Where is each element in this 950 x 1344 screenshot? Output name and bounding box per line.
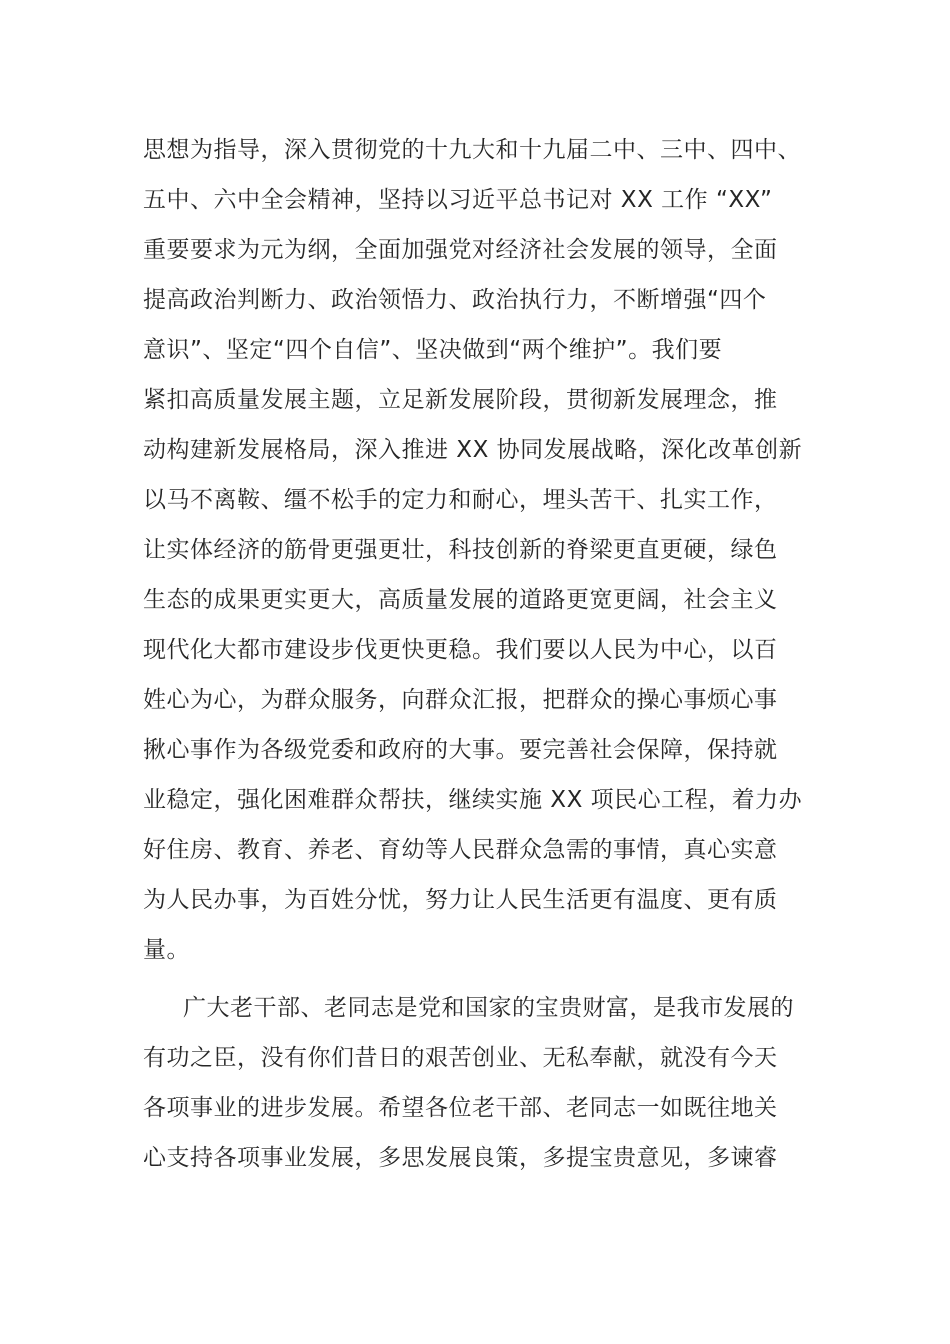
paragraph-1-line: 重要要求为元为纲，全面加强党对经济社会发展的领导，全面	[143, 237, 778, 263]
paragraph-1-line: 揪心事作为各级党委和政府的大事。要完善社会保障，保持就	[143, 737, 778, 763]
paragraph-1-line: 现代化大都市建设步伐更快更稳。我们要以人民为中心，以百	[143, 637, 778, 663]
paragraph-1-line: 好住房、教育、养老、育幼等人民群众急需的事情，真心实意	[143, 837, 778, 863]
paragraph-1-line: 动构建新发展格局，深入推进 XX 协同发展战略，深化改革创新	[143, 437, 803, 463]
paragraph-1-line: 让实体经济的筋骨更强更壮，科技创新的脊梁更直更硬，绿色	[143, 537, 778, 563]
paragraph-1-line: 姓心为心，为群众服务，向群众汇报，把群众的操心事烦心事	[143, 687, 778, 713]
paragraph-1-line: 以马不离鞍、缰不松手的定力和耐心，埋头苦干、扎实工作，	[143, 487, 778, 513]
paragraph-1-line: 业稳定，强化困难群众帮扶，继续实施 XX 项民心工程，着力办	[143, 787, 803, 813]
paragraph-1-line: 五中、六中全会精神，坚持以习近平总书记对 XX 工作 “XX”	[143, 187, 773, 213]
paragraph-1-line: 提高政治判断力、政治领悟力、政治执行力，不断增强“四个	[143, 287, 767, 313]
paragraph-2-line: 广大老干部、老同志是党和国家的宝贵财富，是我市发展的	[183, 995, 794, 1021]
paragraph-2-line: 心支持各项事业发展，多思发展良策，多提宝贵意见，多谏睿	[143, 1145, 778, 1171]
paragraph-1-line: 意识”、坚定“四个自信”、坚决做到“两个维护”。我们要	[143, 337, 723, 363]
paragraph-1-line: 为人民办事，为百姓分忧，努力让人民生活更有温度、更有质	[143, 887, 778, 913]
paragraph-2-line: 有功之臣，没有你们昔日的艰苦创业、无私奉献，就没有今天	[143, 1045, 778, 1071]
paragraph-2-line: 各项事业的进步发展。希望各位老干部、老同志一如既往地关	[143, 1095, 778, 1121]
paragraph-1-line: 生态的成果更实更大，高质量发展的道路更宽更阔，社会主义	[143, 587, 778, 613]
paragraph-1-line: 量。	[143, 937, 190, 963]
paragraph-1-line: 紧扣高质量发展主题，立足新发展阶段，贯彻新发展理念，推	[143, 387, 778, 413]
paragraph-1-line: 思想为指导，深入贯彻党的十九大和十九届二中、三中、四中、	[143, 137, 801, 163]
